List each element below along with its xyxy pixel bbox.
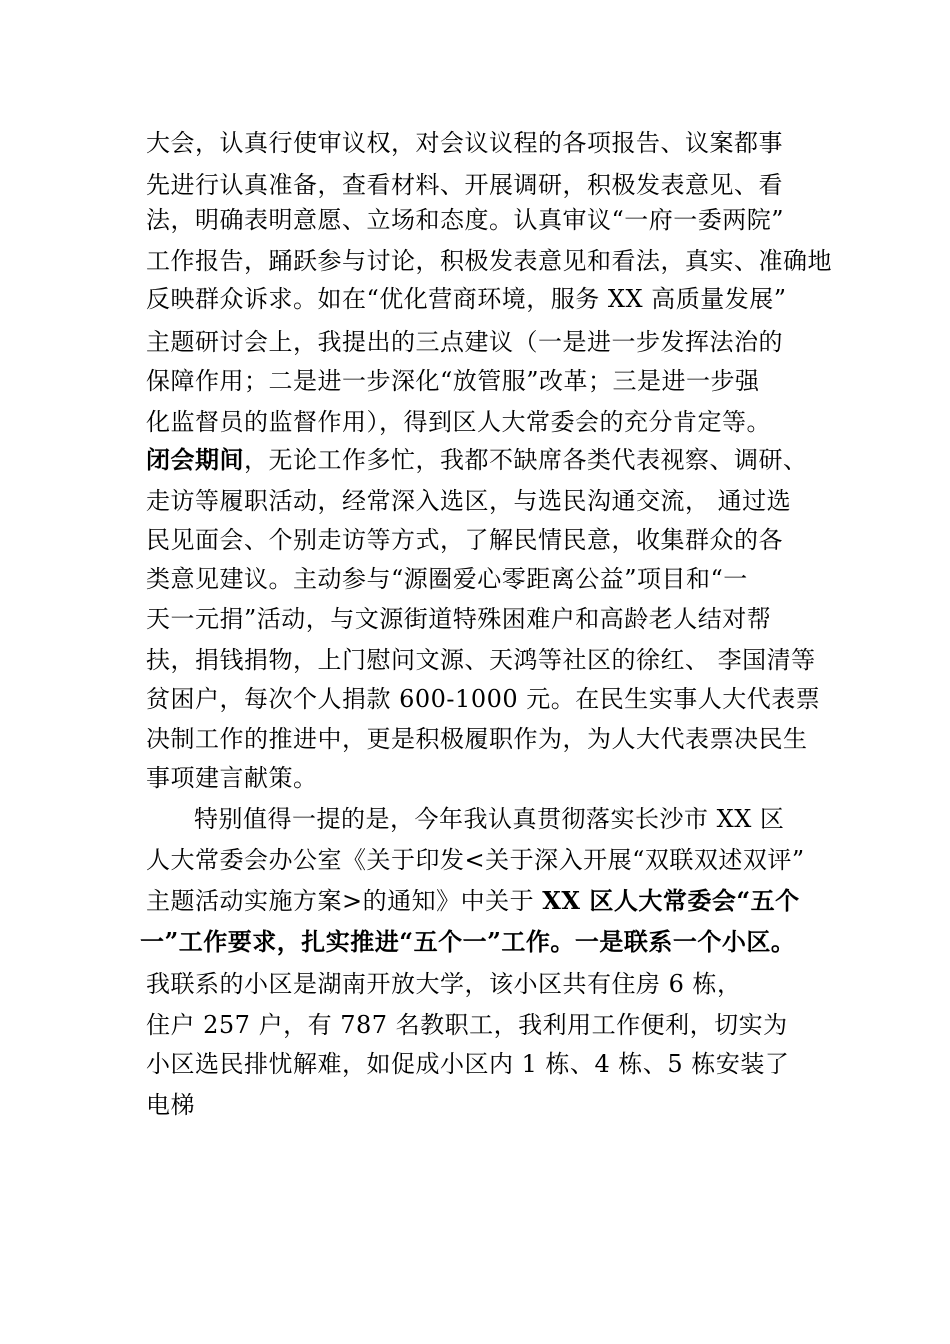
text-line: 大会，认真行使审议权，对会议议程的各项报告、议案都事 [146,129,783,157]
text-line: 走访等履职活动，经常深入选区，与选民沟通交流， 通过选 [146,487,792,515]
text-line: 扶，捐钱捐物，上门慰问文源、天鸿等社区的徐红、 李国清等 [146,646,816,674]
text-line [146,445,808,475]
text-line: 类意见建议。主动参与“源圈爱心零距离公益”项目和“一 [146,565,748,593]
text-line: 我联系的小区是湖南开放大学，该小区共有住房 6 栋， [146,970,742,998]
text-span: ，无论工作多忙，我都不缺席各类代表视察、调研、 [244,446,808,474]
text-line: 保障作用；二是进一步深化“放管服”改革；三是进一步强 [146,367,760,395]
text-line: 反映群众诉求。如在“优化营商环境，服务 XX 高质量发展” [146,285,787,313]
text-line: 小区选民排忧解难，如促成小区内 1 栋、4 栋、5 栋安装了 [146,1050,790,1078]
text-line: 工作报告，踊跃参与讨论，积极发表意见和看法，真实、准确地 [146,247,832,275]
text-line: 人大常委会办公室《关于印发<关于深入开展“双联双述双评” [146,846,805,874]
text-line: 法，明确表明意愿、立场和态度。认真审议“一府一委两院” [146,206,785,234]
text-line: 主题研讨会上，我提出的三点建议（一是进一步发挥法治的 [146,328,783,356]
text-line: 特别值得一提的是，今年我认真贯彻落实长沙市 XX 区 [194,805,785,833]
text-line: 先进行认真准备，查看材料、开展调研，积极发表意见、看 [146,171,783,199]
text-line: 民见面会、个别走访等方式，了解民情民意，收集群众的各 [146,526,783,554]
bold-heading: 闭会期间 [146,445,244,474]
text-line [146,886,800,916]
text-span: 主题活动实施方案>的通知》中关于 [146,887,543,915]
text-line: 事项建言献策。 [146,764,318,792]
text-line: 决制工作的推进中，更是积极履职作为，为人大代表票决民生 [146,725,808,753]
bold-span: XX 区人大常委会“五个 [542,886,800,915]
text-line: 电梯 [146,1091,195,1119]
text-line: 一”工作要求，扎实推进“五个一”工作。一是联系一个小区。 [140,927,796,956]
text-line: 天一元捐”活动，与文源街道特殊困难户和高龄老人结对帮 [146,605,772,633]
text-line: 住户 257 户，有 787 名教职工，我利用工作便利，切实为 [146,1011,788,1039]
text-line: 化监督员的监督作用），得到区人大常委会的充分肯定等。 [146,408,771,436]
text-line: 贫困户，每次个人捐款 600-1000 元。在民生实事人大代表票 [146,685,821,713]
